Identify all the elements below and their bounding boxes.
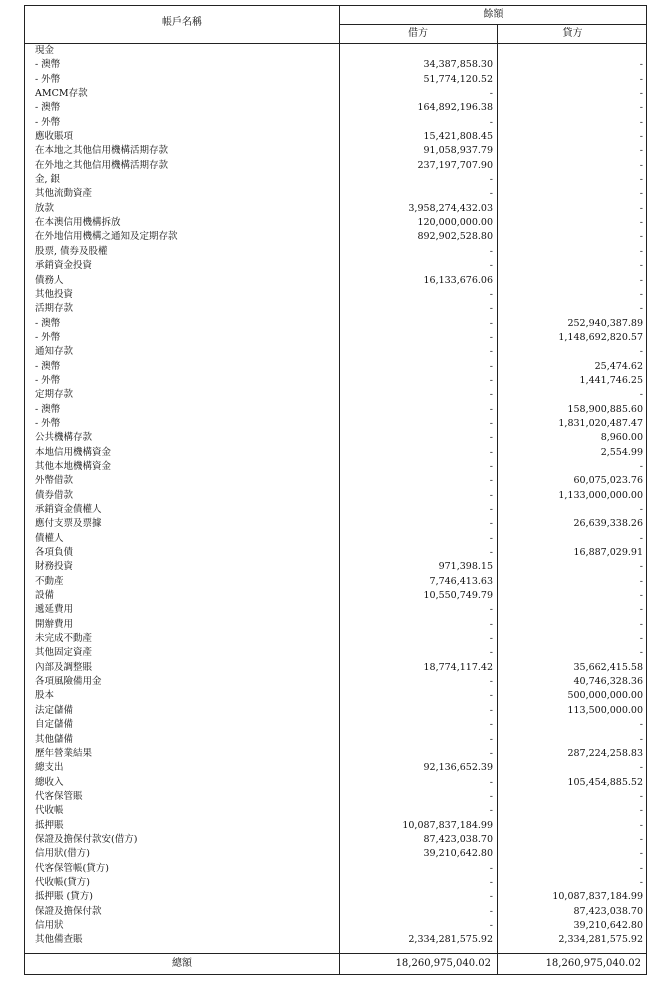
row-credit: 1,831,020,487.47 <box>558 417 643 429</box>
row-debit: - <box>489 747 493 759</box>
row-name: 內部及調整賬 <box>35 661 93 673</box>
row-name: 代客保管帳(貸方) <box>35 862 109 874</box>
row-debit: - <box>489 432 493 444</box>
row-name: 自定儲備 <box>35 719 74 731</box>
table-row <box>25 431 648 445</box>
row-name: 應付支票及票據 <box>35 518 102 530</box>
row-credit: 87,423,038.70 <box>573 905 643 917</box>
row-credit: - <box>639 346 643 358</box>
total-row <box>25 953 646 974</box>
row-debit: - <box>489 188 493 200</box>
header-credit: 貸方 <box>562 28 583 39</box>
row-credit: - <box>639 504 643 515</box>
total-label: 總額 <box>172 958 192 969</box>
row-credit: - <box>639 288 643 300</box>
row-debit: 16,133,676.06 <box>423 274 493 286</box>
table-row <box>25 460 648 474</box>
row-debit: - <box>489 245 493 257</box>
row-name: - 澳幣 <box>35 360 61 372</box>
table-row <box>25 317 648 331</box>
row-credit: - <box>639 862 643 874</box>
table-row <box>25 446 648 460</box>
row-name: 抵押賬 (貸方) <box>35 891 93 903</box>
row-debit: - <box>489 676 493 688</box>
total-debit: 18,260,975,040.02 <box>395 958 491 969</box>
table-row <box>25 259 648 273</box>
table-row <box>25 230 648 244</box>
row-debit: 164,892,196.38 <box>417 102 493 114</box>
header-balance: 餘額 <box>483 9 504 20</box>
header-divider <box>339 24 646 25</box>
row-debit: - <box>489 403 493 415</box>
row-debit: - <box>489 776 493 788</box>
row-credit: - <box>639 231 643 243</box>
table-row <box>25 618 648 632</box>
row-name: 各項風險備用金 <box>35 676 102 688</box>
row-name: 總收入 <box>35 776 64 788</box>
row-debit: 92,136,652.39 <box>423 762 493 774</box>
row-credit: - <box>639 274 643 286</box>
row-credit: - <box>639 174 643 186</box>
row-credit: - <box>639 633 643 645</box>
row-debit: - <box>489 604 493 616</box>
row-credit: - <box>639 389 643 401</box>
row-debit: - <box>489 547 493 559</box>
table-row <box>25 776 648 790</box>
row-name: 其他備查賬 <box>35 934 83 946</box>
row-name: 未完成不動產 <box>35 633 93 645</box>
row-credit: - <box>639 575 643 587</box>
row-debit: - <box>489 719 493 731</box>
row-debit: - <box>489 446 493 458</box>
table-row <box>25 144 648 158</box>
row-credit: - <box>639 762 643 774</box>
row-credit: - <box>639 303 643 315</box>
row-debit: - <box>489 647 493 659</box>
table-row <box>25 374 648 388</box>
row-credit: 2,334,281,575.92 <box>558 934 643 946</box>
row-credit: 16,887,029.91 <box>573 547 643 559</box>
row-debit: - <box>489 331 493 343</box>
row-name: 外幣借款 <box>35 475 74 487</box>
row-credit: 26,639,338.26 <box>573 518 643 530</box>
row-credit: - <box>639 145 643 157</box>
row-name: 總支出 <box>35 762 64 774</box>
row-debit: - <box>489 288 493 300</box>
row-credit: 35,662,415.58 <box>573 661 643 673</box>
row-debit: 3,958,274,432.03 <box>408 202 493 214</box>
row-credit: - <box>639 532 643 544</box>
table-row <box>25 173 648 187</box>
table-row <box>25 847 648 861</box>
row-debit: 10,550,749.79 <box>423 590 493 602</box>
row-name: 活期存款 <box>35 303 74 315</box>
table-row <box>25 288 648 302</box>
row-name: 其他固定資產 <box>35 647 93 659</box>
row-debit: 7,746,413.63 <box>429 575 493 587</box>
table-row <box>25 718 648 732</box>
row-name: 遞延費用 <box>35 604 74 616</box>
row-name: - 澳幣 <box>35 403 61 415</box>
row-credit: - <box>639 848 643 860</box>
table-row <box>25 603 648 617</box>
row-debit: - <box>489 532 493 544</box>
row-debit: - <box>489 618 493 630</box>
table-row <box>25 819 648 833</box>
row-debit: - <box>489 790 493 802</box>
row-debit: 237,197,707.90 <box>417 159 493 171</box>
table-row <box>25 733 648 747</box>
row-credit: - <box>639 245 643 257</box>
table-row <box>25 302 648 316</box>
table-row <box>25 345 648 359</box>
row-name: 在外地信用機構之通知及定期存款 <box>35 231 178 243</box>
row-name: 不動產 <box>35 575 64 587</box>
row-debit: - <box>489 690 493 702</box>
table-row <box>25 58 648 72</box>
table-row <box>25 704 648 718</box>
row-name: 代客保管賬 <box>35 790 83 802</box>
row-name: 在本地之其他信用機構活期存款 <box>35 145 169 157</box>
table-row <box>25 245 648 259</box>
row-debit: 91,058,937.79 <box>423 145 493 157</box>
row-credit: - <box>639 561 643 573</box>
table-row <box>25 933 648 947</box>
row-credit: - <box>639 59 643 71</box>
row-name: 在外地之其他信用機構活期存款 <box>35 159 169 171</box>
row-debit: 10,087,837,184.99 <box>402 819 493 831</box>
table-row <box>25 187 648 201</box>
header-account-name: 帳戶名稱 <box>162 17 202 28</box>
row-name: 歷年營業結果 <box>35 747 93 759</box>
row-debit: - <box>489 518 493 530</box>
table-row <box>25 474 648 488</box>
row-debit: - <box>489 633 493 645</box>
row-credit: 40,746,328.36 <box>573 676 643 688</box>
row-name: 通知存款 <box>35 346 74 358</box>
row-credit: - <box>639 833 643 845</box>
row-name: 應收賬項 <box>35 131 74 143</box>
row-name: 保證及擔保付款 <box>35 905 102 917</box>
row-debit: - <box>489 317 493 329</box>
row-credit: - <box>639 102 643 114</box>
row-name: 其他流動資產 <box>35 188 93 200</box>
row-name: 代收帳 <box>35 805 64 817</box>
row-debit: - <box>489 88 493 100</box>
row-name: 金, 銀 <box>35 174 61 186</box>
row-credit: 39,210,642.80 <box>573 919 643 931</box>
row-debit: 15,421,808.45 <box>423 131 493 143</box>
table-row <box>25 862 648 876</box>
table-row <box>25 503 648 517</box>
row-credit: 60,075,023.76 <box>573 475 643 487</box>
row-name: - 外幣 <box>35 73 61 85</box>
row-credit: - <box>639 805 643 817</box>
row-credit: - <box>639 590 643 602</box>
row-debit: - <box>489 733 493 745</box>
row-credit: 2,554.99 <box>600 446 643 458</box>
row-credit: - <box>639 159 643 171</box>
ledger-table <box>24 5 647 975</box>
table-row <box>25 331 648 345</box>
table-row <box>25 403 648 417</box>
row-name: - 澳幣 <box>35 102 61 114</box>
row-debit: 18,774,117.42 <box>423 661 493 673</box>
table-row <box>25 202 648 216</box>
row-name: - 澳幣 <box>35 59 61 71</box>
row-credit: - <box>639 116 643 128</box>
row-credit: - <box>639 73 643 85</box>
row-credit: - <box>639 790 643 802</box>
table-row <box>25 747 648 761</box>
row-credit: - <box>639 733 643 745</box>
table-row <box>25 560 648 574</box>
row-name: - 外幣 <box>35 116 61 128</box>
row-debit: - <box>489 460 493 472</box>
row-credit: 113,500,000.00 <box>567 704 643 716</box>
row-debit: - <box>489 704 493 716</box>
row-credit: 1,441,746.25 <box>579 374 643 386</box>
row-debit: - <box>489 489 493 501</box>
row-debit: - <box>489 389 493 401</box>
row-credit: - <box>639 876 643 888</box>
row-credit: 1,133,000,000.00 <box>558 489 643 501</box>
row-credit: 8,960.00 <box>600 432 643 444</box>
row-debit: - <box>489 346 493 358</box>
row-credit: - <box>639 719 643 731</box>
table-row <box>25 388 648 402</box>
row-name: 其他本地機構資金 <box>35 460 112 472</box>
table-row <box>25 646 648 660</box>
row-debit: - <box>489 360 493 372</box>
table-row <box>25 360 648 374</box>
row-debit: - <box>489 475 493 487</box>
row-credit: - <box>639 647 643 659</box>
table-row <box>25 274 648 288</box>
table-row <box>25 575 648 589</box>
row-name: 在本澳信用機構拆放 <box>35 217 121 229</box>
row-debit: - <box>489 174 493 186</box>
row-name: 其他儲備 <box>35 733 74 745</box>
row-name: 股票, 債券及股權 <box>35 245 108 257</box>
row-credit: 500,000,000.00 <box>567 690 643 702</box>
row-debit: - <box>489 905 493 917</box>
row-debit: 892,902,528.80 <box>417 231 493 243</box>
row-name: 信用狀(借方) <box>35 848 90 860</box>
row-credit: - <box>639 819 643 831</box>
row-debit: - <box>489 374 493 386</box>
table-row <box>25 804 648 818</box>
table-row <box>25 159 648 173</box>
row-debit: 2,334,281,575.92 <box>408 934 493 946</box>
row-debit: - <box>489 919 493 931</box>
table-row <box>25 130 648 144</box>
row-name: - 外幣 <box>35 331 61 343</box>
row-name: 其他投資 <box>35 288 74 300</box>
row-debit: 39,210,642.80 <box>423 848 493 860</box>
row-credit: - <box>639 202 643 214</box>
row-credit: 10,087,837,184.99 <box>552 891 643 903</box>
row-debit: - <box>489 876 493 888</box>
row-name: 財務投資 <box>35 561 74 573</box>
table-row <box>25 919 648 933</box>
row-debit: 51,774,120.52 <box>423 73 493 85</box>
table-row <box>25 661 648 675</box>
row-name: 法定儲備 <box>35 704 74 716</box>
row-debit: 120,000,000.00 <box>417 217 493 229</box>
row-credit: - <box>639 188 643 200</box>
row-credit: 158,900,885.60 <box>567 403 643 415</box>
table-row <box>25 905 648 919</box>
row-name: - 外幣 <box>35 374 61 386</box>
table-row <box>25 833 648 847</box>
row-name: 股本 <box>35 690 55 702</box>
row-debit: - <box>489 417 493 429</box>
table-row <box>25 876 648 890</box>
row-debit: - <box>489 260 493 272</box>
row-debit: 87,423,038.70 <box>423 833 493 845</box>
row-name: 放款 <box>35 202 55 214</box>
row-debit: - <box>489 805 493 817</box>
row-credit: - <box>639 260 643 272</box>
table-row <box>25 689 648 703</box>
row-name: 承銷資金投資 <box>35 260 93 272</box>
row-credit: - <box>639 131 643 143</box>
row-name: 公共機構存款 <box>35 432 93 444</box>
row-name: 本地信用機構資金 <box>35 446 112 458</box>
table-row <box>25 632 648 646</box>
row-name: 保證及擔保付款安(借方) <box>35 833 138 845</box>
row-credit: 25,474.62 <box>594 360 643 372</box>
row-name: AMCM存款 <box>35 88 88 100</box>
ledger-rows <box>25 44 648 948</box>
row-name: 債權人 <box>35 532 64 544</box>
table-row <box>25 101 648 115</box>
table-row <box>25 546 648 560</box>
row-name: 現金 <box>35 45 55 56</box>
row-name: 開辦費用 <box>35 618 74 630</box>
table-row <box>25 890 648 904</box>
row-credit: - <box>639 604 643 616</box>
row-name: - 外幣 <box>35 417 61 429</box>
table-row <box>25 73 648 87</box>
row-credit: - <box>639 460 643 472</box>
row-name: 債務人 <box>35 274 64 286</box>
row-debit: - <box>489 862 493 874</box>
row-debit: 971,398.15 <box>438 561 493 573</box>
table-row <box>25 761 648 775</box>
row-debit: - <box>489 303 493 315</box>
row-name: 債券借款 <box>35 489 74 501</box>
table-row <box>25 44 648 58</box>
table-row <box>25 517 648 531</box>
row-credit: 105,454,885.52 <box>567 776 643 788</box>
row-credit: - <box>639 618 643 630</box>
row-name: 設備 <box>35 590 55 602</box>
row-name: 定期存款 <box>35 389 74 401</box>
table-row <box>25 489 648 503</box>
row-name: 承銷資金債權人 <box>35 504 102 515</box>
row-name: 信用狀 <box>35 919 64 931</box>
row-credit: - <box>639 217 643 229</box>
row-name: 各項負債 <box>35 547 74 559</box>
table-row <box>25 790 648 804</box>
table-row <box>25 675 648 689</box>
row-name: - 澳幣 <box>35 317 61 329</box>
row-debit: 34,387,858.30 <box>423 59 493 71</box>
row-credit: 252,940,387.89 <box>567 317 643 329</box>
table-row <box>25 116 648 130</box>
table-row <box>25 589 648 603</box>
table-row <box>25 417 648 431</box>
header-debit: 借方 <box>408 28 428 39</box>
row-credit: 287,224,258.83 <box>567 747 643 759</box>
row-debit: - <box>489 504 493 515</box>
total-credit: 18,260,975,040.02 <box>545 958 641 969</box>
table-row <box>25 87 648 101</box>
row-name: 抵押賬 <box>35 819 64 831</box>
row-credit: 1,148,692,820.57 <box>558 331 643 343</box>
row-debit: - <box>489 116 493 128</box>
table-row <box>25 216 648 230</box>
row-name: 代收帳(貸方) <box>35 876 90 888</box>
row-debit: - <box>489 891 493 903</box>
table-row <box>25 532 648 546</box>
row-credit: - <box>639 88 643 100</box>
